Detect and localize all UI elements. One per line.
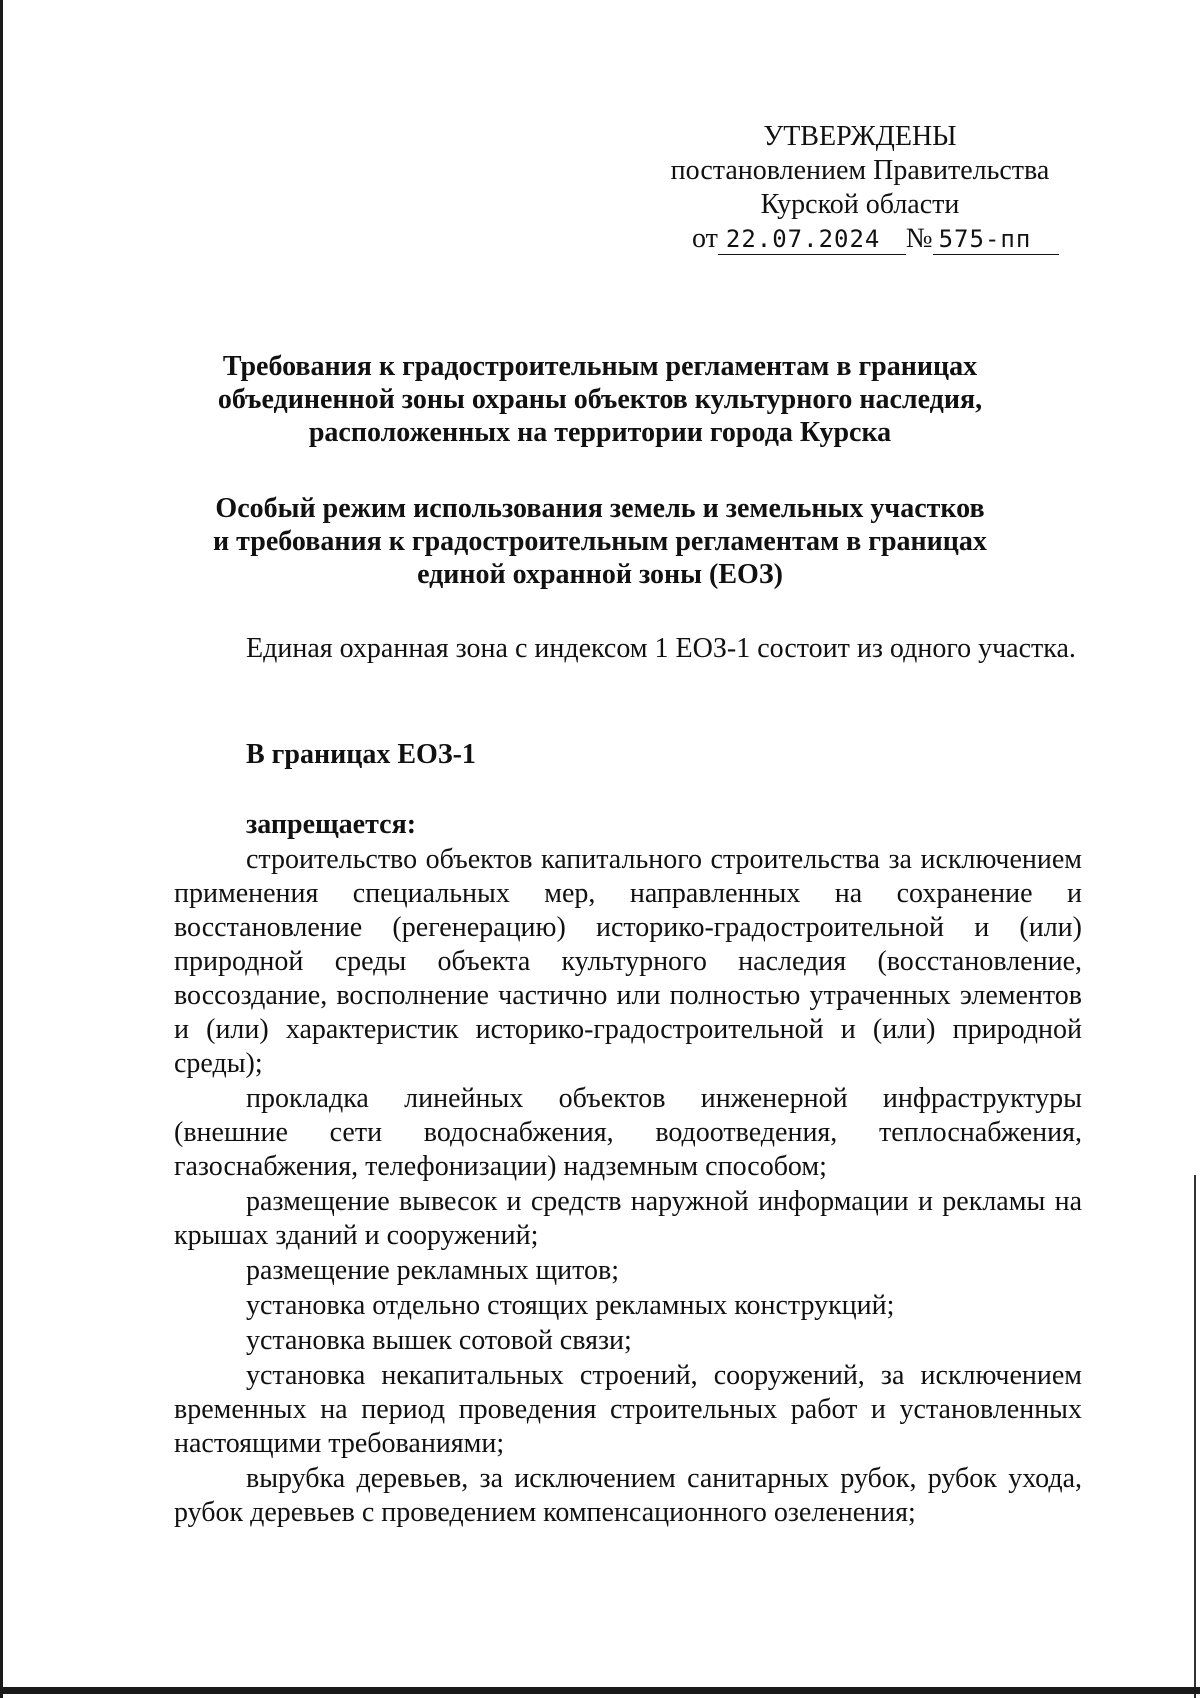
- document-title: [160, 350, 1040, 449]
- approval-line-1: постановлением Правительства: [670, 155, 1050, 186]
- approval-number: 575-пп: [933, 224, 1059, 255]
- section-title: [160, 492, 1040, 591]
- list-item: установка вышек сотовой связи;: [246, 1325, 632, 1356]
- list-item: строительство объектов капитального строительства за исключением применения специальных мер, направленных на сохранение и восстановление (регенерацию) историко-градостроительной и (или) природной среды объекта культурного наследия (восстановление, воссоздание, восполнение частично или полностью утраченных элементов и (или) характеристик историко-градостроительной и (или) природной среды);: [174, 844, 1082, 1079]
- scan-edge-left: [0, 0, 3, 1698]
- zone-subheading: В границах ЕОЗ-1: [246, 739, 476, 770]
- title-line-1: Требования к градостроительным регламентам в границах: [222, 351, 978, 382]
- section-title-line-2: и требования к градостроительным регламентам в границах: [213, 526, 987, 557]
- date-prefix: от: [692, 223, 718, 254]
- scan-edge-right: [1194, 1175, 1196, 1698]
- list-item: размещение рекламных щитов;: [246, 1255, 619, 1286]
- section-title-line-3: единой охранной зоны (ЕОЗ): [417, 559, 783, 590]
- approval-block: [640, 120, 1080, 256]
- list-item: вырубка деревьев, за исключением санитарных рубок, рубок ухода, рубок деревьев с проведением компенсационного озеленения;: [174, 1463, 1082, 1528]
- approval-title: УТВЕРЖДЕНЫ: [763, 121, 957, 152]
- intro-paragraph-block: [174, 632, 1082, 666]
- approval-date: 22.07.2024: [718, 224, 906, 255]
- intro-paragraph: Единая охранная зона с индексом 1 ЕОЗ-1 состоит из одного участка.: [246, 633, 1076, 664]
- forbidden-label: запрещается:: [246, 809, 417, 840]
- list-item: размещение вывесок и средств наружной информации и рекламы на крышах зданий и сооружений;: [174, 1186, 1082, 1251]
- list-item: установка отдельно стоящих рекламных конструкций;: [246, 1290, 895, 1321]
- scan-edge-bottom: [0, 1687, 1200, 1694]
- list-item: прокладка линейных объектов инженерной инфраструктуры (внешние сети водоснабжения, водоотведения, теплоснабжения, газоснабжения, телефонизации) надземным способом;: [174, 1083, 1082, 1182]
- list-item: установка некапитальных строений, сооружений, за исключением временных на период проведения строительных работ и установленных настоящими требованиями;: [174, 1360, 1082, 1459]
- forbidden-list: [174, 843, 1082, 1531]
- approval-line-2: Курской области: [760, 189, 960, 220]
- section-title-line-1: Особый режим использования земель и земельных участков: [215, 493, 985, 524]
- number-prefix: №: [905, 223, 933, 254]
- title-line-2: объединенной зоны охраны объектов культурного наследия,: [217, 384, 983, 415]
- title-line-3: расположенных на территории города Курска: [308, 417, 892, 448]
- approval-date-line: [640, 222, 1080, 256]
